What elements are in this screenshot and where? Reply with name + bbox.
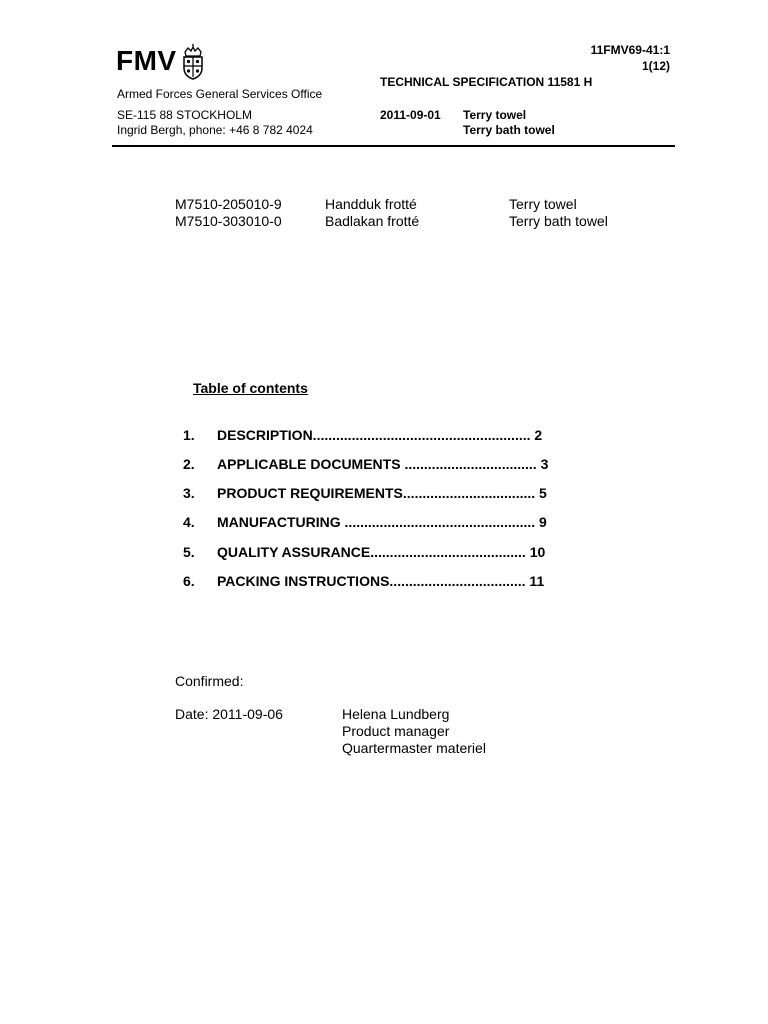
toc-entry-text: APPLICABLE DOCUMENTS .................................. 3 — [217, 456, 549, 472]
toc-entry-number: 6. — [183, 573, 195, 589]
item-code: M7510-205010-9 — [175, 196, 282, 212]
document-id: 11FMV69-41:1 — [590, 43, 670, 57]
toc-entry-text: QUALITY ASSURANCE........................................ 10 — [217, 544, 546, 560]
confirmed-label: Confirmed: — [175, 673, 244, 689]
document-date: 2011-09-01 — [380, 108, 441, 122]
toc-entry-text: PACKING INSTRUCTIONS................................... 11 — [217, 573, 545, 589]
signatory-role: Product manager — [342, 723, 450, 739]
logo-text: FMV — [116, 45, 177, 76]
item-code: M7510-303010-0 — [175, 213, 282, 229]
contact-line: Ingrid Bergh, phone: +46 8 782 4024 — [117, 123, 313, 137]
toc-entry-number: 1. — [183, 427, 195, 443]
item-english-name: Terry towel — [509, 196, 577, 212]
item-swedish-name: Handduk frotté — [325, 196, 417, 212]
toc-entry-number: 5. — [183, 544, 195, 560]
address-line: SE-115 88 STOCKHOLM — [117, 108, 252, 122]
spec-title: TECHNICAL SPECIFICATION 11581 H — [380, 75, 593, 89]
toc-entry-text: MANUFACTURING ................................................. 9 — [217, 514, 547, 530]
subject-line-1: Terry towel — [463, 108, 527, 122]
toc-entry-text: DESCRIPTION........................................................ 2 — [217, 427, 543, 443]
toc-entry-number: 3. — [183, 485, 195, 501]
confirmation-date: Date: 2011-09-06 — [175, 706, 283, 722]
organization-name: Armed Forces General Services Office — [117, 87, 323, 101]
toc-entry-number: 2. — [183, 456, 195, 472]
fmv-logo — [116, 42, 206, 80]
signatory-name: Helena Lundberg — [342, 706, 450, 722]
toc-entry-number: 4. — [183, 514, 195, 530]
toc-title: Table of contents — [193, 380, 308, 396]
item-english-name: Terry bath towel — [509, 213, 608, 229]
page-indicator: 1(12) — [641, 59, 670, 73]
toc-entry-text: PRODUCT REQUIREMENTS.................................. 5 — [217, 485, 547, 501]
crown-crest-icon — [180, 42, 206, 80]
signatory-department: Quartermaster materiel — [342, 740, 486, 756]
subject-line-2: Terry bath towel — [463, 123, 555, 137]
header-divider — [112, 145, 675, 147]
item-swedish-name: Badlakan frotté — [325, 213, 420, 229]
